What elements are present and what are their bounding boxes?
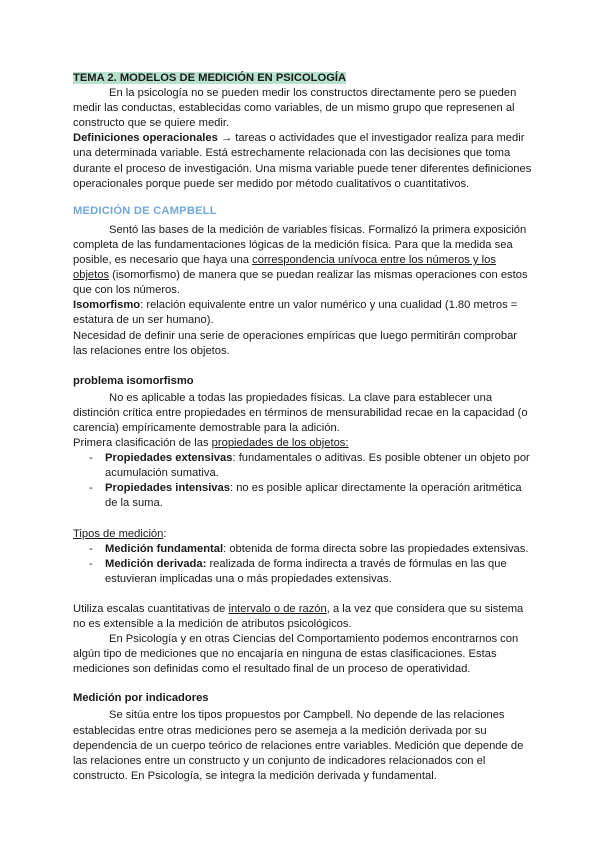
list-item bbox=[73, 542, 533, 557]
campbell-paragraph-3: Necesidad de definir una serie de operaciones empíricas que luego permitirán comprobar las relaciones entre los objetos. bbox=[73, 329, 518, 357]
list-item-text: : obtenida de forma directa sobre las propiedades extensivas. bbox=[223, 542, 529, 555]
indicadores-paragraph: Se sitúa entre los tipos propuestos por Campbell. No depende de las relaciones establecidas entre otras mediciones pero se asemeja a la medición derivada por su dependencia de un cuerpo teórico de relaciones entre variables. Medición que depende de las relaciones entre un constructo y un conjunto de indicadores relacionados con el constructo. En Psicología, se integra la medición derivada y fundamental. bbox=[73, 709, 524, 782]
problema-paragraph-2 bbox=[73, 436, 533, 451]
campbell-p1-underlined: correspondencia unívoca entre los números y los objetos bbox=[73, 254, 496, 282]
indicadores-heading: Medición por indicadores bbox=[73, 692, 209, 705]
escalas-text-b: , a la vez que considera que su sistema no es extensible a la medición de atributos psicológicos. bbox=[73, 602, 524, 630]
list-item bbox=[73, 557, 533, 587]
list-item bbox=[73, 451, 533, 481]
problema-paragraph-1: No es aplicable a todas las propiedades físicas. La clave para establecer una distinción crítica entre propiedades en términos de mensurabilidad recae en la capacidad (o carencia) empíricamente demostrable para la adición. bbox=[73, 391, 528, 434]
list-item bbox=[73, 481, 533, 511]
definitions-term: Definiciones operacionales bbox=[73, 132, 218, 145]
list-item-text: realizada de forma indirecta a través de fórmulas en las que estuvieran implicadas una o más propiedades extensivas. bbox=[105, 557, 507, 585]
escalas-paragraph bbox=[73, 602, 533, 632]
campbell-paragraph-1 bbox=[73, 223, 533, 298]
escalas-underlined: intervalo o de razón bbox=[228, 602, 327, 615]
campbell-p1-text-b: (isomorfismo) de manera que se puedan realizar las mismas operaciones con estos que con los números. bbox=[73, 269, 528, 297]
tipos-list bbox=[73, 542, 533, 587]
definitions-text: → tareas o actividades que el investigador realiza para medir una determinada variable. Está estrechamente relacionada con las decisiones que toma durante el proceso de investigación. Una misma variable puede tener diferentes definiciones operacionales porque puede ser medido por método cualitativos o cuantitativos. bbox=[73, 132, 532, 190]
doc-title-line bbox=[73, 71, 533, 86]
list-item-term: Propiedades extensivas bbox=[105, 452, 233, 465]
isomorfismo-text: : relación equivalente entre un valor numérico y una cualidad (1.80 metros = estatura de un ser humano). bbox=[73, 299, 518, 327]
tipos-label bbox=[73, 527, 533, 542]
isomorfismo-term: Isomorfismo bbox=[73, 299, 141, 312]
escalas-paragraph-2: En Psicología y en otras Ciencias del Comportamiento podemos encontrarnos con algún tipo de mediciones que no encajaría en ninguna de estas clasificaciones. Estas mediciones son definidas como el resultado final de un proceso de operatividad. bbox=[73, 633, 519, 676]
list-item-term: Propiedades intensivas bbox=[105, 482, 230, 495]
escalas-text-a: Utiliza escalas cuantitativas de bbox=[73, 602, 229, 615]
intro-paragraph: En la psicología no se pueden medir los constructos directamente pero se pueden medir las conductas, establecidas como variables, de un mismo grupo que represenen al constructo que se quiere medir. bbox=[73, 87, 517, 130]
definitions-paragraph bbox=[73, 131, 533, 191]
spacer bbox=[73, 512, 533, 527]
problema-heading: problema isomorfismo bbox=[73, 374, 194, 387]
list-item-term: Medición fundamental bbox=[105, 542, 224, 555]
campbell-p1-text-a: Sentó las bases de la medición de variables físicas. Formalizó la primera exposición completa de las fundamentaciones lógicas de la medición física. Para que la medida sea posible, es necesario que haya una bbox=[73, 223, 527, 267]
document-page bbox=[73, 71, 533, 784]
problema-p2-underlined: propiedades de los objetos: bbox=[211, 437, 349, 450]
list-item-text: : no es posible aplicar directamente la operación aritmética de la suma. bbox=[105, 482, 522, 510]
propiedades-list bbox=[73, 451, 533, 511]
doc-title: TEMA 2. MODELOS DE MEDICIÓN EN PSICOLOGÍA bbox=[73, 72, 347, 84]
problema-p2-text: Primera clasificación de las bbox=[73, 437, 212, 450]
tipos-label-colon: : bbox=[163, 527, 167, 540]
spacer bbox=[73, 587, 533, 602]
tipos-label-text: Tipos de medición bbox=[73, 527, 164, 540]
list-item-text: : fundamentales o aditivas. Es posible obtener un objeto por acumulación sumativa. bbox=[105, 452, 530, 480]
list-item-term: Medición derivada: bbox=[105, 557, 207, 570]
isomorfismo-paragraph bbox=[73, 298, 533, 328]
campbell-heading: MEDICIÓN DE CAMPBELL bbox=[73, 204, 217, 217]
